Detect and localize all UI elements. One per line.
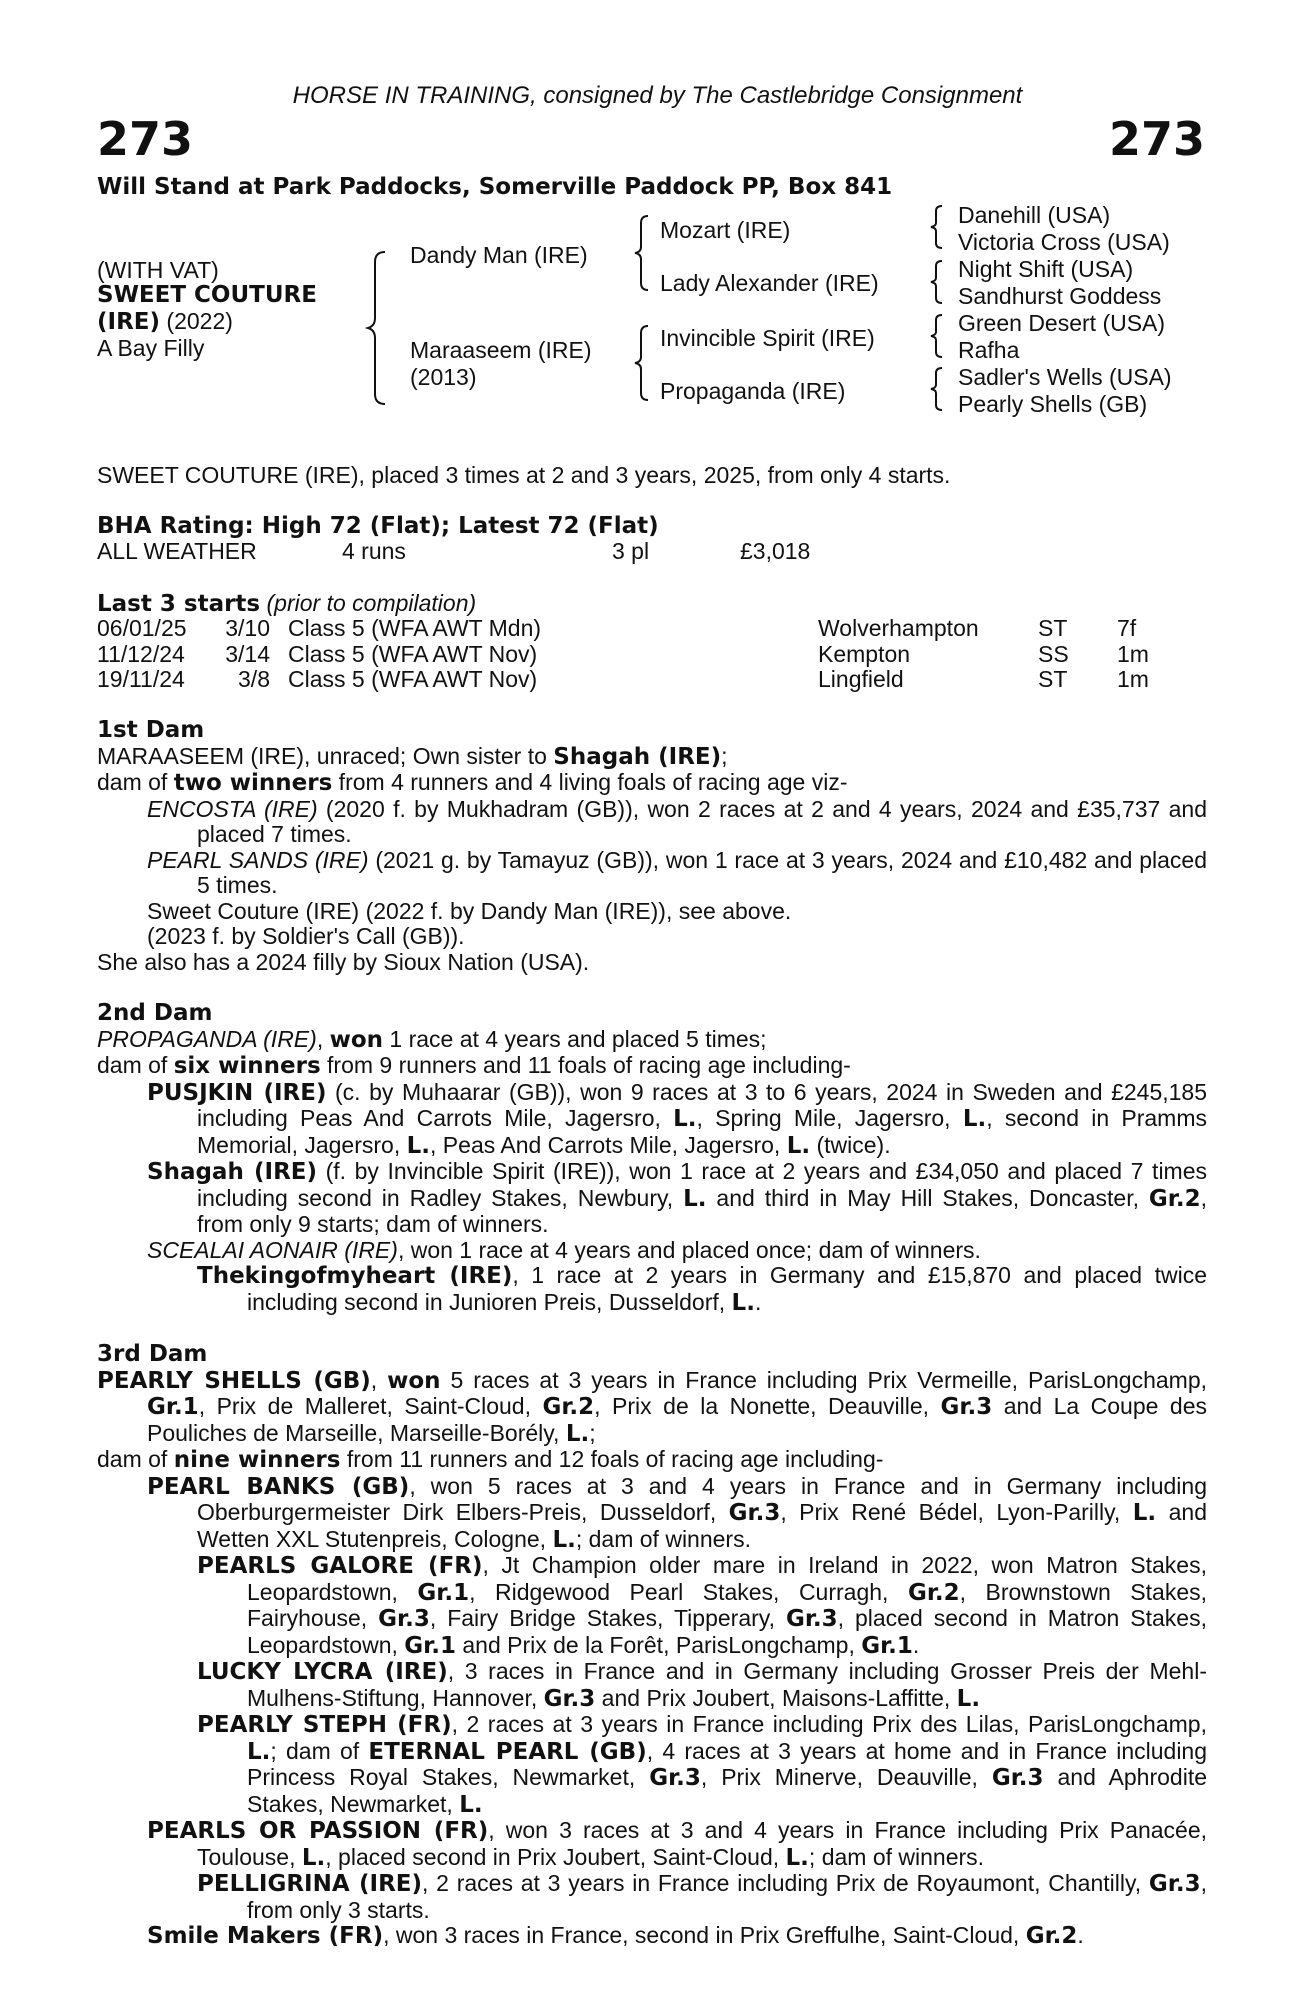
catalogue-body [97, 718, 1207, 1950]
start-course: Lingfield [818, 666, 904, 692]
pedigree-dss: Green Desert (USA) [958, 310, 1166, 336]
pedigree-brace-ss [928, 203, 946, 251]
start-date: 06/01/25 [97, 615, 187, 641]
pedigree-dam: Maraaseem (IRE) [410, 337, 592, 363]
pedigree-brace-dd [928, 365, 946, 413]
offspring-pusjkin: PUSJKIN (IRE) (c. by Muhaarar (GB)), won 9 races at 3 to 6 years, 2024 in Sweden and £245,185 including Peas And Carrots Mile, Jagersro, L., Spring Mile, Jagersro, L., second in Pramms Memorial, Jagersro, L., Peas And Carrots Mile, Jagersro, L. (twice). [147, 1078, 1208, 1159]
start-going: SS [1038, 640, 1069, 667]
start-going: ST [1038, 666, 1068, 692]
second-dam-produce: dam of six winners from 9 runners and 11 foals of racing age including- [97, 1052, 851, 1079]
offspring-pelligrina: PELLIGRINA (IRE), 2 races at 3 years in France including Prix de Royaumont, Chantilly, Gr.3, from only 3 starts. [197, 1870, 1207, 1923]
offspring-pearly-steph: PEARLY STEPH (FR), 2 races at 3 years in France including Prix des Lilas, ParisLongchamp, L.; dam of ETERNAL PEARL (GB), 4 races at 3 years at home and in France including Princess Royal Stakes, Newmarket, Gr.3, Prix Minerve, Deauville, Gr.3 and Aphrodite Stakes, Newmarket, L. [197, 1711, 1208, 1818]
pedigree-ddd: Pearly Shells (GB) [958, 391, 1148, 417]
offspring-shagah: Shagah (IRE) (f. by Invincible Spirit (IRE)), won 1 race at 2 years and £34,050 and placed 7 times including second in Radley Stakes, Newbury, L. and third in May Hill Stakes, Doncaster, Gr.2, from only 9 starts; dam of winners. [147, 1158, 1207, 1237]
start-dist: 1m [1117, 666, 1149, 692]
pedigree-brace-sire [632, 213, 652, 293]
pedigree-sire-sire: Mozart (IRE) [660, 217, 791, 243]
start-date: 11/12/24 [97, 640, 185, 667]
pedigree-sire: Dandy Man (IRE) [410, 242, 588, 268]
lot-number-left: 273 [97, 112, 194, 166]
first-dam-produce: dam of two winners from 4 runners and 4 living foals of racing age viz- [97, 769, 848, 796]
start-dist: 1m [1117, 640, 1149, 667]
offspring-thekingofmyheart: Thekingofmyheart (IRE), 1 race at 2 years in Germany and £15,870 and placed twice including second in Junioren Preis, Dusseldorf, L.. [197, 1262, 1207, 1316]
offspring-pearl-sands: PEARL SANDS (IRE) (2021 g. by Tamayuz (GB)), won 1 race at 3 years, 2024 and £10,482 and placed 5 times. [147, 846, 1207, 898]
pedigree-dam-dam: Propaganda (IRE) [660, 378, 846, 404]
pedigree-sdd: Sandhurst Goddess [958, 283, 1162, 309]
pedigree-dds: Sadler's Wells (USA) [958, 364, 1172, 390]
pedigree-dsd: Rafha [958, 337, 1020, 363]
pedigree-brace-dam [632, 323, 652, 403]
pedigree-sds: Night Shift (USA) [958, 256, 1134, 282]
offspring-sweet-couture: Sweet Couture (IRE) (2022 f. by Dandy Man (IRE)), see above. [147, 897, 792, 924]
third-dam-produce: dam of nine winners from 11 runners and 12 foals of racing age including- [97, 1446, 884, 1473]
third-dam-line: PEARLY SHELLS (GB), won 5 races at 3 years in France including Prix Vermeille, ParisLongchamp, Gr.1, Prix de Malleret, Saint-Cloud, Gr.2, Prix de la Nonette, Deauville, Gr.3 and La Coupe des Pouliches de Marseille, Marseille-Borély, L.; [97, 1366, 1208, 1447]
pedigree-brace-ds [928, 312, 946, 360]
horse-name: SWEET COUTURE [97, 282, 317, 308]
offspring-pearls-or-passion: PEARLS OR PASSION (FR), won 3 races at 3 and 4 years in France including Prix Panacée, Toulouse, L., placed second in Prix Joubert, Saint-Cloud, L.; dam of winners. [147, 1817, 1207, 1871]
start-pos: 3/10 [225, 615, 270, 641]
catalogue-header: HORSE IN TRAINING, consigned by The Castlebridge Consignment [292, 82, 1023, 109]
pedigree-ssd: Victoria Cross (USA) [958, 229, 1170, 255]
start-cls: Class 5 (WFA AWT Nov) [288, 666, 538, 692]
rating-runs: 4 runs [342, 538, 406, 564]
second-dam-line: PROPAGANDA (IRE), won 1 race at 4 years and placed 5 times; [97, 1025, 767, 1053]
offspring-encosta: ENCOSTA (IRE) (2020 f. by Mukhadram (GB)), won 2 races at 2 and 4 years, 2024 and £35,737 and placed 7 times. [147, 795, 1207, 847]
rating-surface: ALL WEATHER [97, 538, 257, 564]
offspring-scealai-aonair: SCEALAI AONAIR (IRE), won 1 race at 4 years and placed once; dam of winners. [147, 1236, 981, 1263]
start-cls: Class 5 (WFA AWT Mdn) [288, 615, 542, 641]
first-dam-title: 1st Dam [97, 717, 205, 743]
third-dam-title: 3rd Dam [97, 1341, 208, 1367]
horse-origin-year: (IRE) (2022) [97, 308, 233, 335]
start-course: Wolverhampton [818, 615, 979, 641]
pedigree-sire-dam: Lady Alexander (IRE) [660, 270, 879, 296]
horse-description: A Bay Filly [97, 335, 205, 361]
pedigree-brace-main [365, 248, 389, 408]
lot-number-right: 273 [1108, 112, 1205, 166]
offspring-2023: (2023 f. by Soldier's Call (GB)). [147, 923, 465, 949]
last-starts-title: Last 3 starts (prior to compilation) [97, 590, 477, 617]
start-pos: 3/8 [238, 666, 270, 692]
stand-location: Will Stand at Park Paddocks, Somerville Paddock PP, Box 841 [97, 174, 893, 200]
offspring-pearl-banks: PEARL BANKS (GB), won 5 races at 3 and 4 years in France and in Germany including Oberburgermeister Dirk Elbers-Preis, Dusseldorf, Gr.3, Prix René Bédel, Lyon-Parilly, L. and Wetten XXL Stutenpreis, Cologne, L.; dam of winners. [147, 1472, 1207, 1553]
start-course: Kempton [818, 640, 911, 667]
bha-rating: BHA Rating: High 72 (Flat); Latest 72 (Flat) [97, 513, 659, 539]
pedigree-brace-sd [928, 258, 946, 306]
pedigree-sss: Danehill (USA) [958, 202, 1111, 228]
second-dam-title: 2nd Dam [97, 1000, 213, 1026]
offspring-pearls-galore: PEARLS GALORE (FR), Jt Champion older mare in Ireland in 2022, won Matron Stakes, Leopardstown, Gr.1, Ridgewood Pearl Stakes, Curragh, Gr.2, Brownstown Stakes, Fairyhouse, Gr.3, Fairy Bridge Stakes, Tipperary, Gr.3, placed second in Matron Stakes, Leopardstown, Gr.1 and Prix de la Forêt, ParisLongchamp, Gr.1. [197, 1552, 1207, 1659]
race-summary: SWEET COUTURE (IRE), placed 3 times at 2 and 3 years, 2025, from only 4 starts. [97, 462, 951, 488]
offspring-lucky-lycra: LUCKY LYCRA (IRE), 3 races in France and in Germany including Grosser Preis der Mehl-Mulhens-Stiftung, Hannover, Gr.3 and Prix Joubert, Maisons-Laffitte, L. [197, 1658, 1207, 1712]
rating-earnings: £3,018 [740, 538, 811, 564]
offspring-smile-makers: Smile Makers (FR), won 3 races in France, second in Prix Greffulhe, Saint-Cloud, Gr.2. [147, 1922, 1084, 1949]
vat-note: (WITH VAT) [97, 257, 219, 283]
rating-placed: 3 pl [612, 538, 650, 564]
first-dam-line: MARAASEEM (IRE), unraced; Own sister to Shagah (IRE); [97, 742, 728, 770]
start-dist: 7f [1117, 615, 1137, 641]
start-going: ST [1038, 615, 1068, 641]
start-cls: Class 5 (WFA AWT Nov) [288, 640, 538, 667]
offspring-2024-note: She also has a 2024 filly by Sioux Nation (USA). [97, 948, 590, 975]
start-pos: 3/14 [225, 640, 270, 667]
start-date: 19/11/24 [97, 666, 185, 692]
pedigree-dam-sire: Invincible Spirit (IRE) [660, 325, 875, 351]
pedigree-dam-year: (2013) [410, 364, 477, 390]
